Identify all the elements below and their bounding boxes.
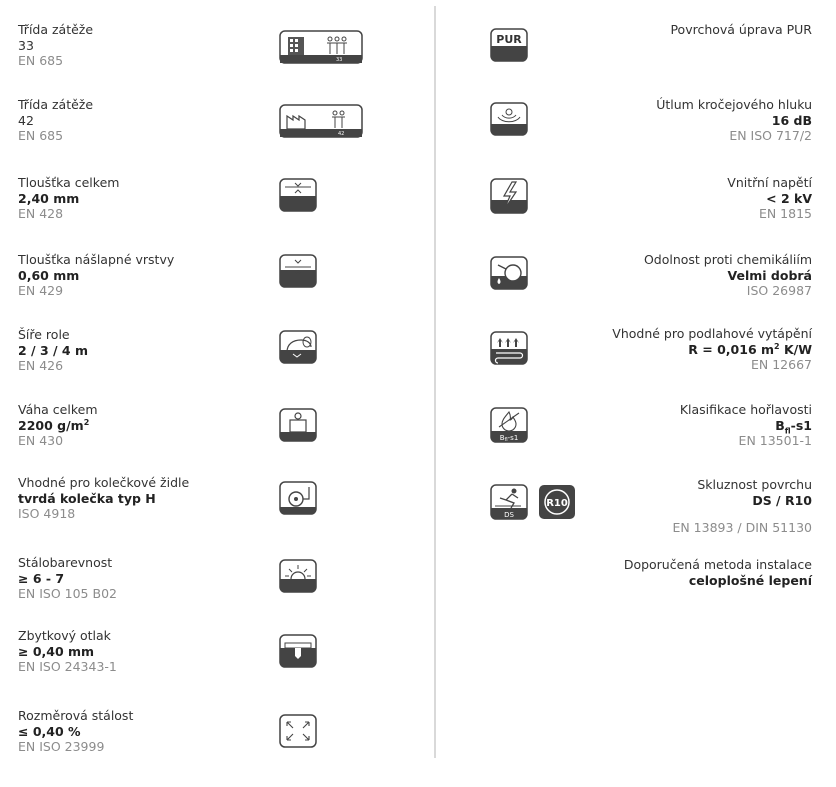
spec-standard: EN ISO 23999 — [18, 739, 105, 754]
spec-value: ≥ 0,40 mm — [18, 643, 95, 659]
spec-title: Třída zátěže — [18, 97, 94, 112]
spec-value: ≥ 6 - 7 — [18, 570, 65, 586]
wear-layer-icon — [279, 254, 317, 288]
spec-colour-fastness — [18, 555, 117, 602]
spec-title: Vhodné pro podlahové vytápění — [612, 326, 812, 341]
spec-wear-layer — [18, 252, 174, 299]
spec-use-class-33 — [18, 22, 93, 69]
r10-label: R10 — [546, 498, 568, 509]
spec-standard: EN 13501-1 — [738, 433, 812, 448]
spec-title: Povrchová úprava PUR — [670, 22, 812, 37]
spec-use-class-42 — [18, 97, 93, 144]
spec-title: Doporučená metoda instalace — [623, 557, 812, 572]
dimensional-stability-icon — [279, 714, 317, 748]
spec-value: R = 0,016 $m^2$ K/W — [688, 341, 812, 357]
spec-value: 2,40 mm — [18, 190, 80, 206]
commercial-use-icon — [279, 30, 363, 64]
residual-indentation-icon — [279, 634, 317, 668]
spec-standard: EN 12667 — [751, 357, 812, 372]
icon-class-label: 42 — [338, 131, 345, 137]
pur-label: PUR — [496, 33, 522, 46]
spec-value: 2 / 3 / 4 m — [18, 342, 89, 358]
spec-value: < 2 kV — [766, 190, 812, 206]
spec-roll-width — [18, 327, 88, 374]
underfloor-heating-icon — [490, 331, 528, 365]
slip-label: DS — [504, 511, 514, 519]
spec-standard: EN 1815 — [758, 206, 812, 221]
spec-standard: EN 685 — [18, 128, 64, 143]
spec-value: $B_{fl}-s1$ — [775, 417, 812, 435]
impact-sound-icon — [490, 102, 528, 136]
industrial-use-icon — [279, 104, 363, 138]
total-thickness-icon — [279, 178, 317, 212]
castor-chair-icon — [279, 481, 317, 515]
spec-total-thickness — [18, 175, 119, 222]
spec-standard: EN ISO 717/2 — [729, 128, 812, 143]
spec-title: Tloušťka celkem — [18, 175, 120, 190]
spec-title: Vnitřní napětí — [727, 175, 812, 190]
spec-fire-classification — [680, 402, 812, 449]
spec-castor-chair — [18, 475, 189, 522]
spec-underfloor-heating — [612, 326, 812, 373]
spec-value: 2200 $g/m^2$ — [18, 417, 90, 433]
r10-icon — [538, 484, 576, 520]
spec-total-weight — [18, 402, 98, 449]
fire-classification-icon — [490, 407, 528, 443]
spec-value: tvrdá kolečka typ H — [18, 490, 156, 506]
spec-title: Třída zátěže — [18, 22, 94, 37]
column-divider — [434, 6, 436, 758]
slip-resistance-icon — [490, 484, 528, 520]
chemical-resistance-icon — [490, 256, 528, 290]
spec-title: Váha celkem — [18, 402, 98, 417]
spec-title: Klasifikace hořlavosti — [679, 402, 812, 417]
spec-title: Skluznost povrchu — [697, 477, 812, 492]
spec-title: Odolnost proti chemikáliím — [643, 252, 812, 267]
spec-title: Rozměrová stálost — [18, 708, 134, 723]
electrostatic-icon — [490, 178, 528, 214]
spec-standard: EN 429 — [18, 283, 64, 298]
weight-icon — [279, 408, 317, 442]
spec-value: ≤ 0,40 % — [18, 723, 81, 739]
spec-installation-method — [624, 557, 812, 588]
pur-icon — [490, 28, 528, 62]
spec-value: 0,60 mm — [18, 267, 80, 283]
spec-standard: EN 430 — [18, 433, 64, 448]
fire-class-label: Bfl-s1 — [499, 434, 519, 443]
spec-standard: EN 428 — [18, 206, 64, 221]
spec-standard: EN 13893 / DIN 51130 — [672, 520, 812, 535]
spec-residual-indentation — [18, 628, 117, 675]
spec-value: 42 — [18, 112, 34, 128]
spec-title: Vhodné pro kolečkové židle — [18, 475, 190, 490]
icon-class-label: 33 — [336, 57, 343, 63]
spec-title: Zbytkový otlak — [18, 628, 111, 643]
spec-electrostatic — [727, 175, 812, 222]
spec-standard: EN ISO 24343-1 — [18, 659, 117, 674]
spec-title: Šíře role — [18, 327, 70, 342]
spec-value: Velmi dobrá — [727, 267, 812, 283]
roll-width-icon — [279, 330, 317, 364]
spec-title: Útlum kročejového hluku — [656, 97, 812, 112]
spec-standard: EN 426 — [18, 358, 64, 373]
spec-value: 33 — [18, 37, 34, 53]
colour-fastness-icon — [279, 559, 317, 593]
spec-dimensional-stability — [18, 708, 133, 755]
spec-slip-resistance — [672, 477, 812, 536]
spec-value: DS / R10 — [752, 492, 812, 508]
spec-value: celoplošné lepení — [688, 572, 812, 588]
spec-standard: ISO 4918 — [18, 506, 76, 521]
spec-standard: EN ISO 105 B02 — [18, 586, 117, 601]
spec-impact-sound — [656, 97, 812, 144]
spec-standard: ISO 26987 — [746, 283, 812, 298]
spec-pur-finish — [670, 22, 812, 38]
spec-title: Stálobarevnost — [18, 555, 113, 570]
spec-title: Tloušťka nášlapné vrstvy — [18, 252, 175, 267]
spec-value: 16 dB — [771, 112, 812, 128]
spec-standard: EN 685 — [18, 53, 64, 68]
spec-chemical-resistance — [644, 252, 812, 299]
